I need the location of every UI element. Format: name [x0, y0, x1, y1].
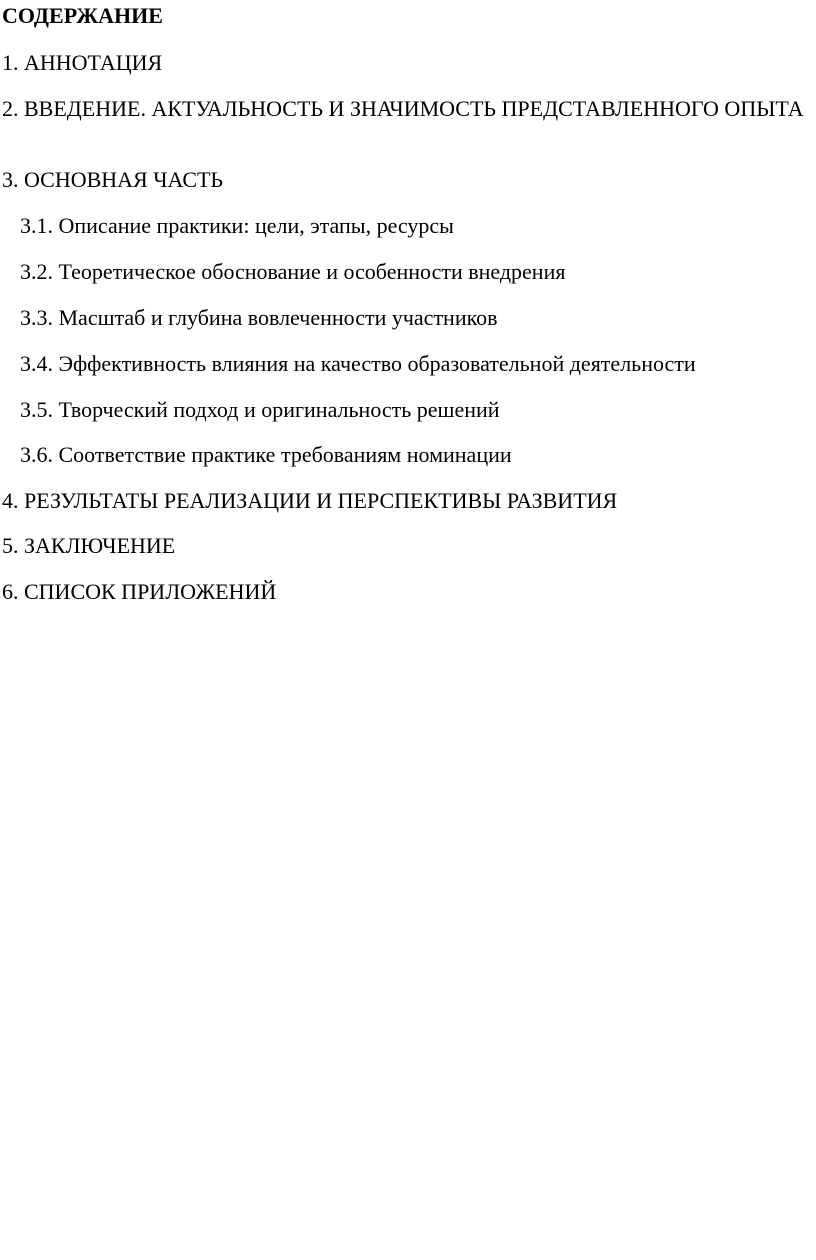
toc-item-5: 5. ЗАКЛЮЧЕНИЕ [2, 533, 176, 558]
toc-item-3-4: 3.4. Эффективность влияния на качество образовательной деятельности [20, 351, 696, 376]
page-title: СОДЕРЖАНИЕ [2, 3, 163, 28]
toc-item-3-2: 3.2. Теоретическое обоснование и особенности внедрения [20, 259, 566, 284]
toc-item-1: 1. АННОТАЦИЯ [2, 50, 163, 75]
toc-item-2: 2. ВВЕДЕНИЕ. АКТУАЛЬНОСТЬ И ЗНАЧИМОСТЬ ПРЕДСТАВЛЕННОГО ОПЫТА [2, 96, 804, 121]
toc-item-3-3: 3.3. Масштаб и глубина вовлеченности участников [20, 305, 498, 330]
toc-item-3-5: 3.5. Творческий подход и оригинальность решений [20, 397, 500, 422]
toc-item-3-1: 3.1. Описание практики: цели, этапы, ресурсы [20, 213, 454, 238]
toc-item-6: 6. СПИСОК ПРИЛОЖЕНИЙ [2, 579, 277, 604]
toc-item-3-6: 3.6. Соответствие практике требованиям номинации [20, 442, 512, 467]
toc-item-3: 3. ОСНОВНАЯ ЧАСТЬ [2, 167, 224, 192]
toc-item-4: 4. РЕЗУЛЬТАТЫ РЕАЛИЗАЦИИ И ПЕРСПЕКТИВЫ РАЗВИТИЯ [2, 488, 618, 513]
